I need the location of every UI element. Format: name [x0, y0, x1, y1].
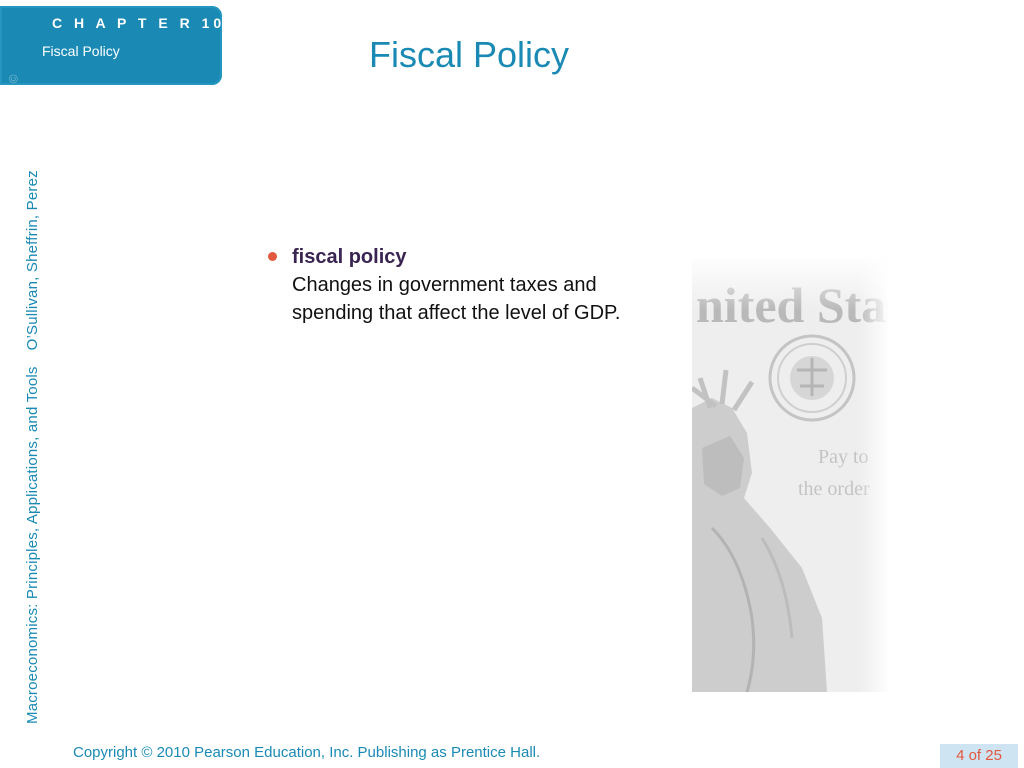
bullet-term: fiscal policy [292, 246, 407, 268]
treasury-check-image [692, 258, 888, 692]
chapter-label: C H A P T E R 10 [52, 15, 226, 31]
chapter-subtitle: Fiscal Policy [42, 43, 120, 59]
bullet-list [266, 244, 646, 327]
sidebar-copyright-mark: © [6, 74, 21, 84]
treasury-check-illustration [692, 258, 888, 692]
sidebar-book-title: Macroeconomics: Principles, Applications, and Tools [24, 366, 41, 724]
chapter-tab [0, 6, 226, 85]
sidebar-authors: O’Sullivan, Sheffrin, Perez [24, 170, 41, 351]
bullet-item [266, 244, 646, 327]
footer-copyright: Copyright © 2010 Pearson Education, Inc. Publishing as Prentice Hall. [73, 744, 541, 761]
page-number-badge: 4 of 25 [940, 744, 1018, 768]
sidebar-book-info [24, 170, 41, 724]
bullet-definition: Changes in government taxes and spending that affect the level of GDP. [292, 274, 621, 324]
bullet-dot-icon [268, 252, 277, 261]
slide-title: Fiscal Policy [369, 34, 570, 75]
